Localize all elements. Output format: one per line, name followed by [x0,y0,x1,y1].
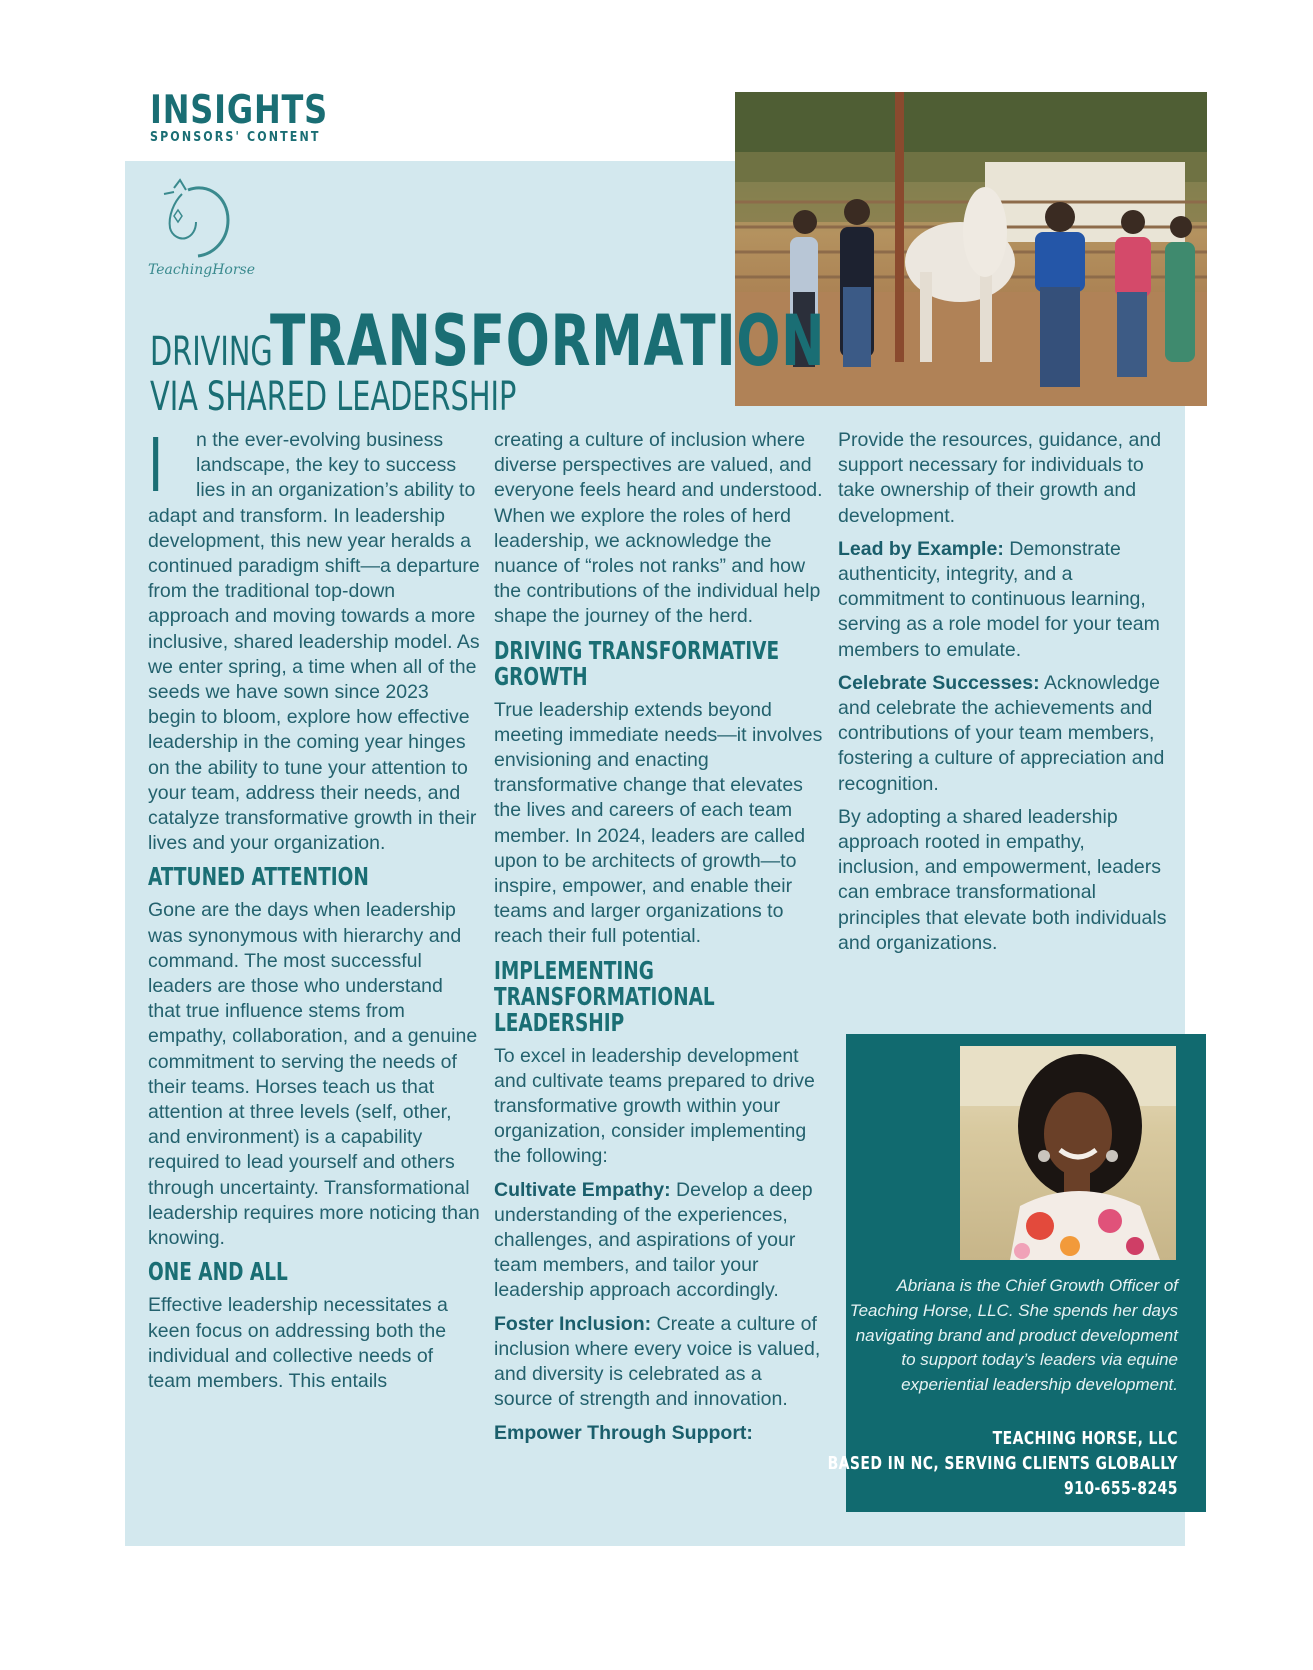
author-bio-box [827,1034,1206,1512]
intro-text: n the ever-evolving business landscape, the key to success lies in an organization’s ability to adapt and transform. In leadership development, this new year heralds a continued paradigm shift—a departure from the traditional top-down approach and moving towards a more inclusive, shared leadership model. As we enter spring, a time when all of the seeds we have sown since 2023 begin to bloom, explore how effective leadership in the coming year hinges on the ability to tune your attention to your team, address their needs, and catalyze transformative growth in their lives and your organization. [148,429,480,855]
author-bio-text: Abriana is the Chief Growth Officer of Teaching Horse, LLC. She spends her days navigating brand and product development to support today’s leaders via equine experiential leadership development. [849,1276,1178,1395]
paragraph-attuned: Gone are the days when leadership was synonymous with hierarchy and command. The most successful leaders are those who understand that true influence stems from empathy, collaboration, and a genuine commitment to serving the needs of their teams. Horses teach us that attention at three levels (self, other, and environment) is a capability required to lead yourself and others through uncertainty. Transformational leadership requires more noticing than knowing. [148,899,480,1250]
column-2 [494,428,824,1454]
intro-paragraph [148,423,480,856]
title-transformation: TRANSFORMATION [270,300,826,382]
title-driving: DRIVING [150,329,273,375]
author-portrait-illustration [960,1046,1176,1260]
paragraph-one-and-all: Effective leadership necessitates a keen focus on addressing both the individual and collective needs of team members. This entails [148,1294,448,1392]
company-info [740,1427,1178,1502]
column-3 [838,428,1168,964]
section-header [150,88,367,145]
section-subtitle: SPONSORS' CONTENT [150,130,321,145]
support-label: Empower Through Support: [494,1421,753,1444]
heading-one-and-all: ONE AND ALL [148,1257,288,1287]
paragraph-implementing: To excel in leadership development and cultivate teams prepared to drive transformative growth within your organization, consider implementing the following: [494,1044,815,1168]
company-phone: 910-655-8245 [1064,1479,1178,1499]
example-label: Lead by Example: [838,537,1004,560]
company-location: BASED IN NC, SERVING CLIENTS GLOBALLY [827,1454,1178,1474]
conclusion-paragraph: By adopting a shared leadership approach rooted in empathy, inclusion, and empowerment, leaders can embrace transformational principles that elevate both individuals and organizations. [838,805,1167,954]
inclusion-text: Create a culture of inclusion where every voice is valued, and diversity is celebrated as a source of strength and innovation. [494,1312,821,1411]
item-cultivate-empathy [494,1178,824,1304]
support-text: Provide the resources, guidance, and support necessary for individuals to take ownership of their growth and development. [838,429,1162,527]
item-lead-by-example [838,537,1168,663]
heading-implementing: IMPLEMENTING TRANSFORMATIONAL LEADERSHIP [494,955,715,1037]
empathy-text: Develop a deep understanding of the experiences, challenges, and aspirations of your team members, and tailor your leadership approach accordingly. [494,1178,813,1302]
example-text: Demonstrate authenticity, integrity, and a commitment to continuous learning, serving as a role model for your team members to emulate. [838,537,1160,661]
celebrate-label: Celebrate Successes: [838,671,1040,694]
column-1 [148,423,480,1402]
heading-attuned-attention: ATTUNED ATTENTION [148,862,369,892]
inclusion-label: Foster Inclusion: [494,1312,652,1335]
horse-head-icon [148,172,258,267]
article-title [150,300,1020,420]
heading-driving-growth: DRIVING TRANSFORMATIVE GROWTH [494,635,780,691]
drop-cap: I [148,423,164,509]
celebrate-text: Acknowledge and celebrate the achievements and contributions of your team members, fostering a culture of appreciation and recognition. [838,671,1165,795]
title-subline: VIA SHARED LEADERSHIP [150,374,517,420]
author-photo [960,1046,1176,1260]
company-name: TEACHING HORSE, LLC [992,1429,1178,1449]
section-title: INSIGHTS [150,88,329,133]
logo-wordmark: TeachingHorse [148,262,255,278]
item-celebrate-successes [838,671,1168,797]
paragraph-growth: True leadership extends beyond meeting immediate needs—it involves envisioning and enacting transformative change that elevates the lives and careers of each team member. In 2024, leaders are called upon to be architects of growth—to inspire, empower, and enable their teams and larger organizations to reach their full potential. [494,698,823,948]
paragraph-one-and-all-cont: creating a culture of inclusion where diverse perspectives are valued, and everyone feels heard and understood. When we explore the roles of herd leadership, we acknowledge the nuance of “roles not ranks” and how the contributions of the individual help shape the journey of the herd. [494,429,823,628]
empathy-label: Cultivate Empathy: [494,1178,671,1201]
item-foster-inclusion [494,1312,824,1413]
